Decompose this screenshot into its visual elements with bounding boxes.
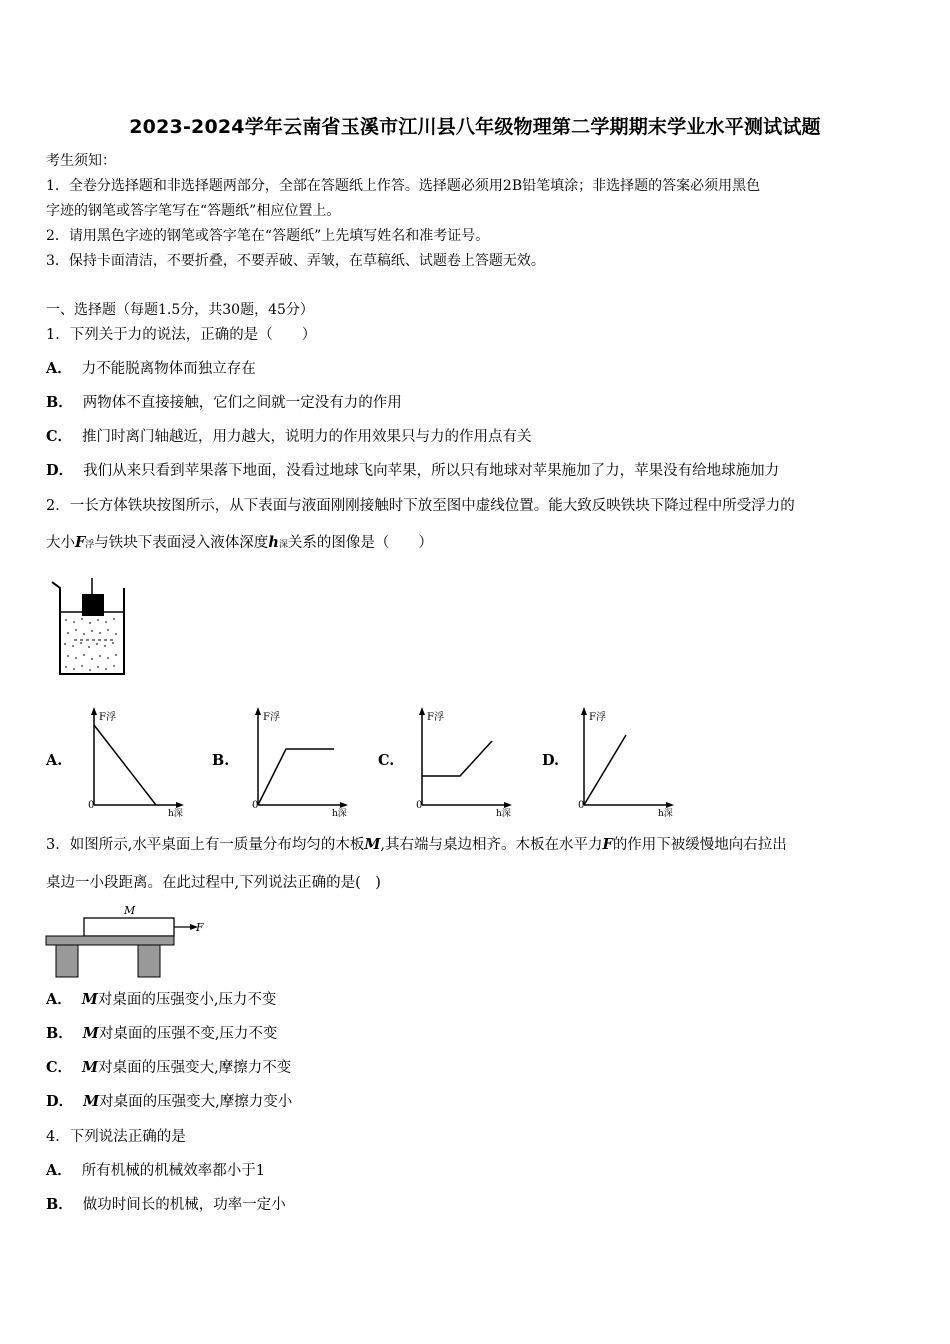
- graph-b: [250, 705, 350, 817]
- notice-heading: 考生须知：: [46, 153, 116, 169]
- notice-item-2: 2．请用黑色字迹的钢笔或答字笔在“答题纸”上先填写姓名和准考证号。: [46, 228, 490, 244]
- notice-item-3: 3．保持卡面清洁，不要折叠，不要弄破、弄皱，在草稿纸、试题卷上答题无效。: [46, 253, 545, 269]
- q3-option-c: C． M对桌面的压强变大,摩擦力不变: [46, 1059, 292, 1076]
- q1-option-a: A． 力不能脱离物体而独立存在: [46, 360, 256, 377]
- q1-option-c: C． 推门时离门轴越近，用力越大，说明力的作用效果只与力的作用点有关: [46, 428, 532, 445]
- q1-option-d: D． 我们从来只看到苹果落下地面，没看过地球飞向苹果，所以只有地球对苹果施加了力，苹果没有给地球施加力: [46, 462, 780, 479]
- q4-option-a: A． 所有机械的机械效率都小于1: [46, 1162, 265, 1179]
- graph-d: [576, 705, 676, 817]
- graph-b-ylabel: F浮: [263, 712, 280, 723]
- section-heading: 一、选择题（每题1.5分，共30题，45分）: [46, 302, 314, 318]
- graph-d-label: D.: [542, 752, 560, 769]
- figure-f-label: F: [196, 921, 204, 934]
- q3-option-a: A． M对桌面的压强变小,压力不变: [46, 991, 277, 1008]
- q3-option-b: B． M对桌面的压强不变,压力不变: [46, 1025, 278, 1042]
- notice-item-1: 1．全卷分选择题和非选择题两部分，全部在答题纸上作答。选择题必须用2B铅笔填涂；非选择题的答案必须用黑色: [46, 178, 761, 194]
- figure-m-label: M: [124, 904, 136, 917]
- graph-b-origin: 0: [252, 800, 259, 811]
- graph-c: [414, 705, 514, 817]
- graph-c-xlabel: h深: [496, 809, 511, 817]
- graph-c-ylabel: F浮: [427, 712, 444, 723]
- q3-option-d: D． M对桌面的压强变大,摩擦力变小: [46, 1093, 293, 1110]
- page-title: 2023-2024学年云南省玉溪市江川县八年级物理第二学期期末学业水平测试试题: [129, 116, 821, 138]
- graph-c-origin: 0: [416, 800, 423, 811]
- graph-a-xlabel: h深: [168, 809, 183, 817]
- graph-b-xlabel: h深: [332, 809, 347, 817]
- table-board-figure: [44, 900, 224, 980]
- q1-option-b: B． 两物体不直接接触，它们之间就一定没有力的作用: [46, 394, 402, 411]
- question-1-stem: 1．下列关于力的说法，正确的是（ ）: [46, 327, 317, 343]
- graph-d-xlabel: h深: [658, 809, 673, 817]
- question-2-stem-line1: 2．一长方体铁块按图所示，从下表面与液面刚刚接触时下放至图中虚线位置。能大致反映铁块下降过程中所受浮力的: [46, 498, 795, 514]
- beaker-figure: [44, 578, 134, 682]
- graph-a-origin: 0: [88, 800, 95, 811]
- graph-c-label: C.: [378, 752, 395, 769]
- question-4-stem: 4．下列说法正确的是: [46, 1129, 186, 1145]
- graph-d-ylabel: F浮: [589, 712, 606, 723]
- question-2-stem-line2: 大小F浮与铁块下表面浸入液体深度h深关系的图像是（ ）: [46, 534, 433, 551]
- graph-b-label: B.: [212, 752, 230, 769]
- question-3-stem-line1: 3．如图所示,水平桌面上有一质量分布均匀的木板M,其右端与桌边相齐。木板在水平力F的作用下被缓慢地向右拉出: [46, 836, 787, 853]
- question-3-stem-line2: 桌边一小段距离。在此过程中,下列说法正确的是( ): [46, 875, 381, 891]
- q4-option-b: B． 做功时间长的机械，功率一定小: [46, 1196, 286, 1213]
- graph-a-ylabel: F浮: [99, 712, 116, 723]
- graph-a: [86, 705, 186, 817]
- graph-d-origin: 0: [578, 800, 585, 811]
- graph-a-label: A.: [46, 752, 63, 769]
- notice-item-1-cont: 字迹的钢笔或答字笔写在“答题纸”相应位置上。: [46, 203, 341, 219]
